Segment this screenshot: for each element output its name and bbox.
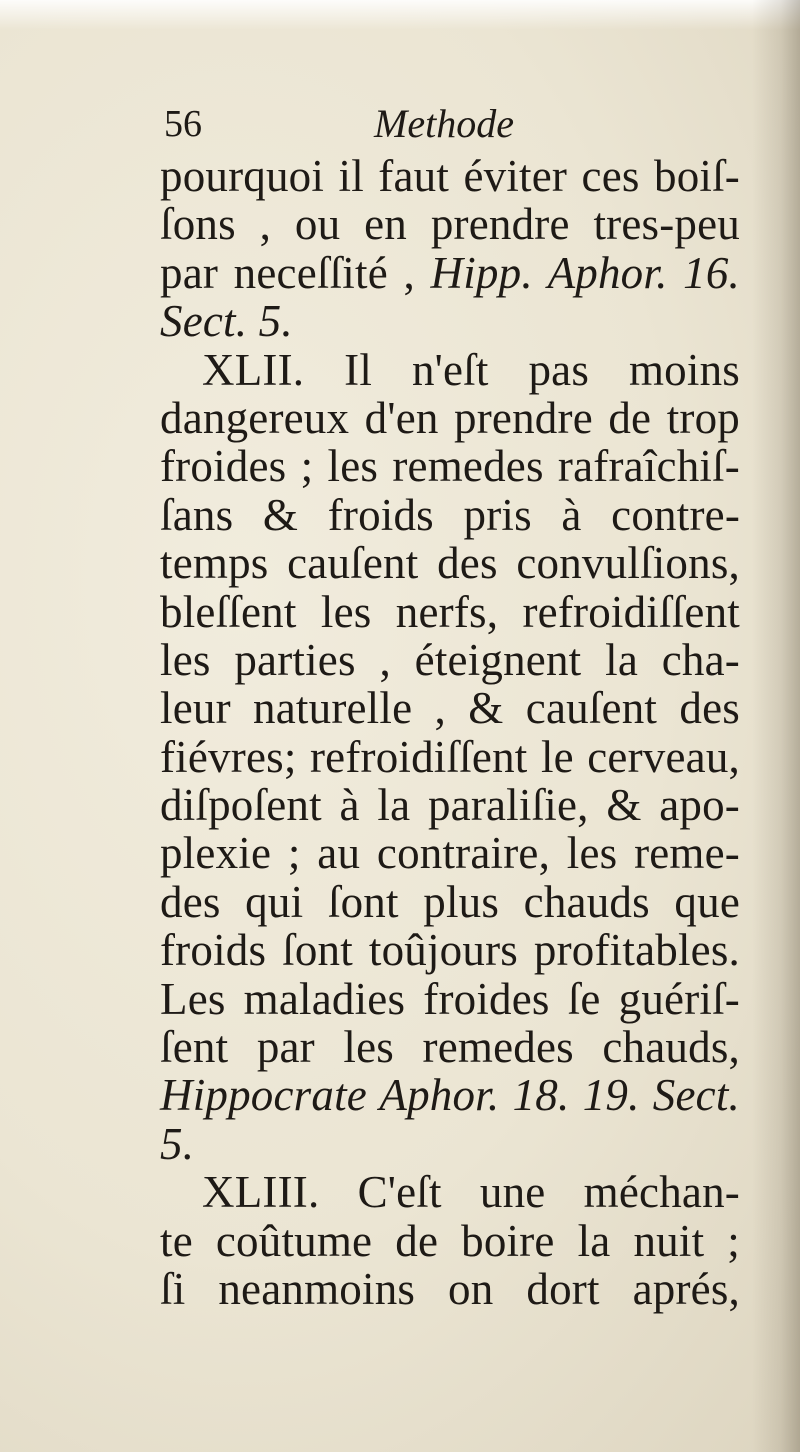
- text-line-23: te coûtume de boire la nuit ;: [160, 1215, 740, 1266]
- text-line-21: 5.: [160, 1118, 195, 1169]
- page-top-edge: [0, 0, 800, 30]
- text-line-22: XLIII. C'eſt une méchan-: [202, 1167, 740, 1218]
- text-line-9: temps cauſent des convulſions,: [160, 538, 740, 589]
- text-line-15: plexie ; au contraire, les reme-: [160, 828, 740, 879]
- running-title: Methode: [374, 101, 514, 146]
- text-line-11: les parties , éteignent la cha-: [160, 634, 740, 685]
- text-line-2: ſons , ou en prendre tres-peu: [160, 199, 740, 250]
- text-line-17: froids ſont toûjours profitables.: [160, 925, 740, 976]
- text-line-8: ſans & froids pris à contre-: [160, 489, 740, 540]
- text-line-16: des qui ſont plus chauds que: [160, 876, 740, 927]
- text-line-12: leur naturelle , & cauſent des: [160, 683, 740, 734]
- text-line-18: Les maladies froides ſe guériſ-: [160, 973, 740, 1024]
- text-line-20: Hippocrate Aphor. 18. 19. Sect.: [160, 1070, 740, 1121]
- gutter-shadow: [752, 0, 800, 1452]
- text-line-24: ſi neanmoins on dort aprés,: [160, 1263, 740, 1314]
- citation: Hipp. Aphor. 16.: [430, 247, 740, 298]
- text-line-1: pourquoi il faut éviter ces boiſ-: [160, 151, 740, 201]
- text-line-10: bleſſent les nerfs, refroidiſſent: [160, 586, 740, 637]
- text-line-7: froides ; les remedes rafraîchiſ-: [160, 441, 740, 492]
- text-line-6: dangereux d'en prendre de trop: [160, 392, 740, 443]
- text-block: [160, 100, 740, 1313]
- page-number: 56: [164, 103, 202, 145]
- text-line-14: diſpoſent à la paraliſie, & apo-: [160, 780, 740, 831]
- text-line-19: ſent par les remedes chauds,: [160, 1022, 740, 1073]
- text-line-4: Sect. 5.: [160, 296, 293, 347]
- text-line-13: fiévres; refroidiſſent le cerveau,: [160, 731, 740, 782]
- page-header: [160, 100, 740, 152]
- text-line-3: par neceſſité , Hipp. Aphor. 16.: [160, 247, 740, 298]
- text-line-5: XLII. Il n'eſt pas moins: [202, 344, 740, 395]
